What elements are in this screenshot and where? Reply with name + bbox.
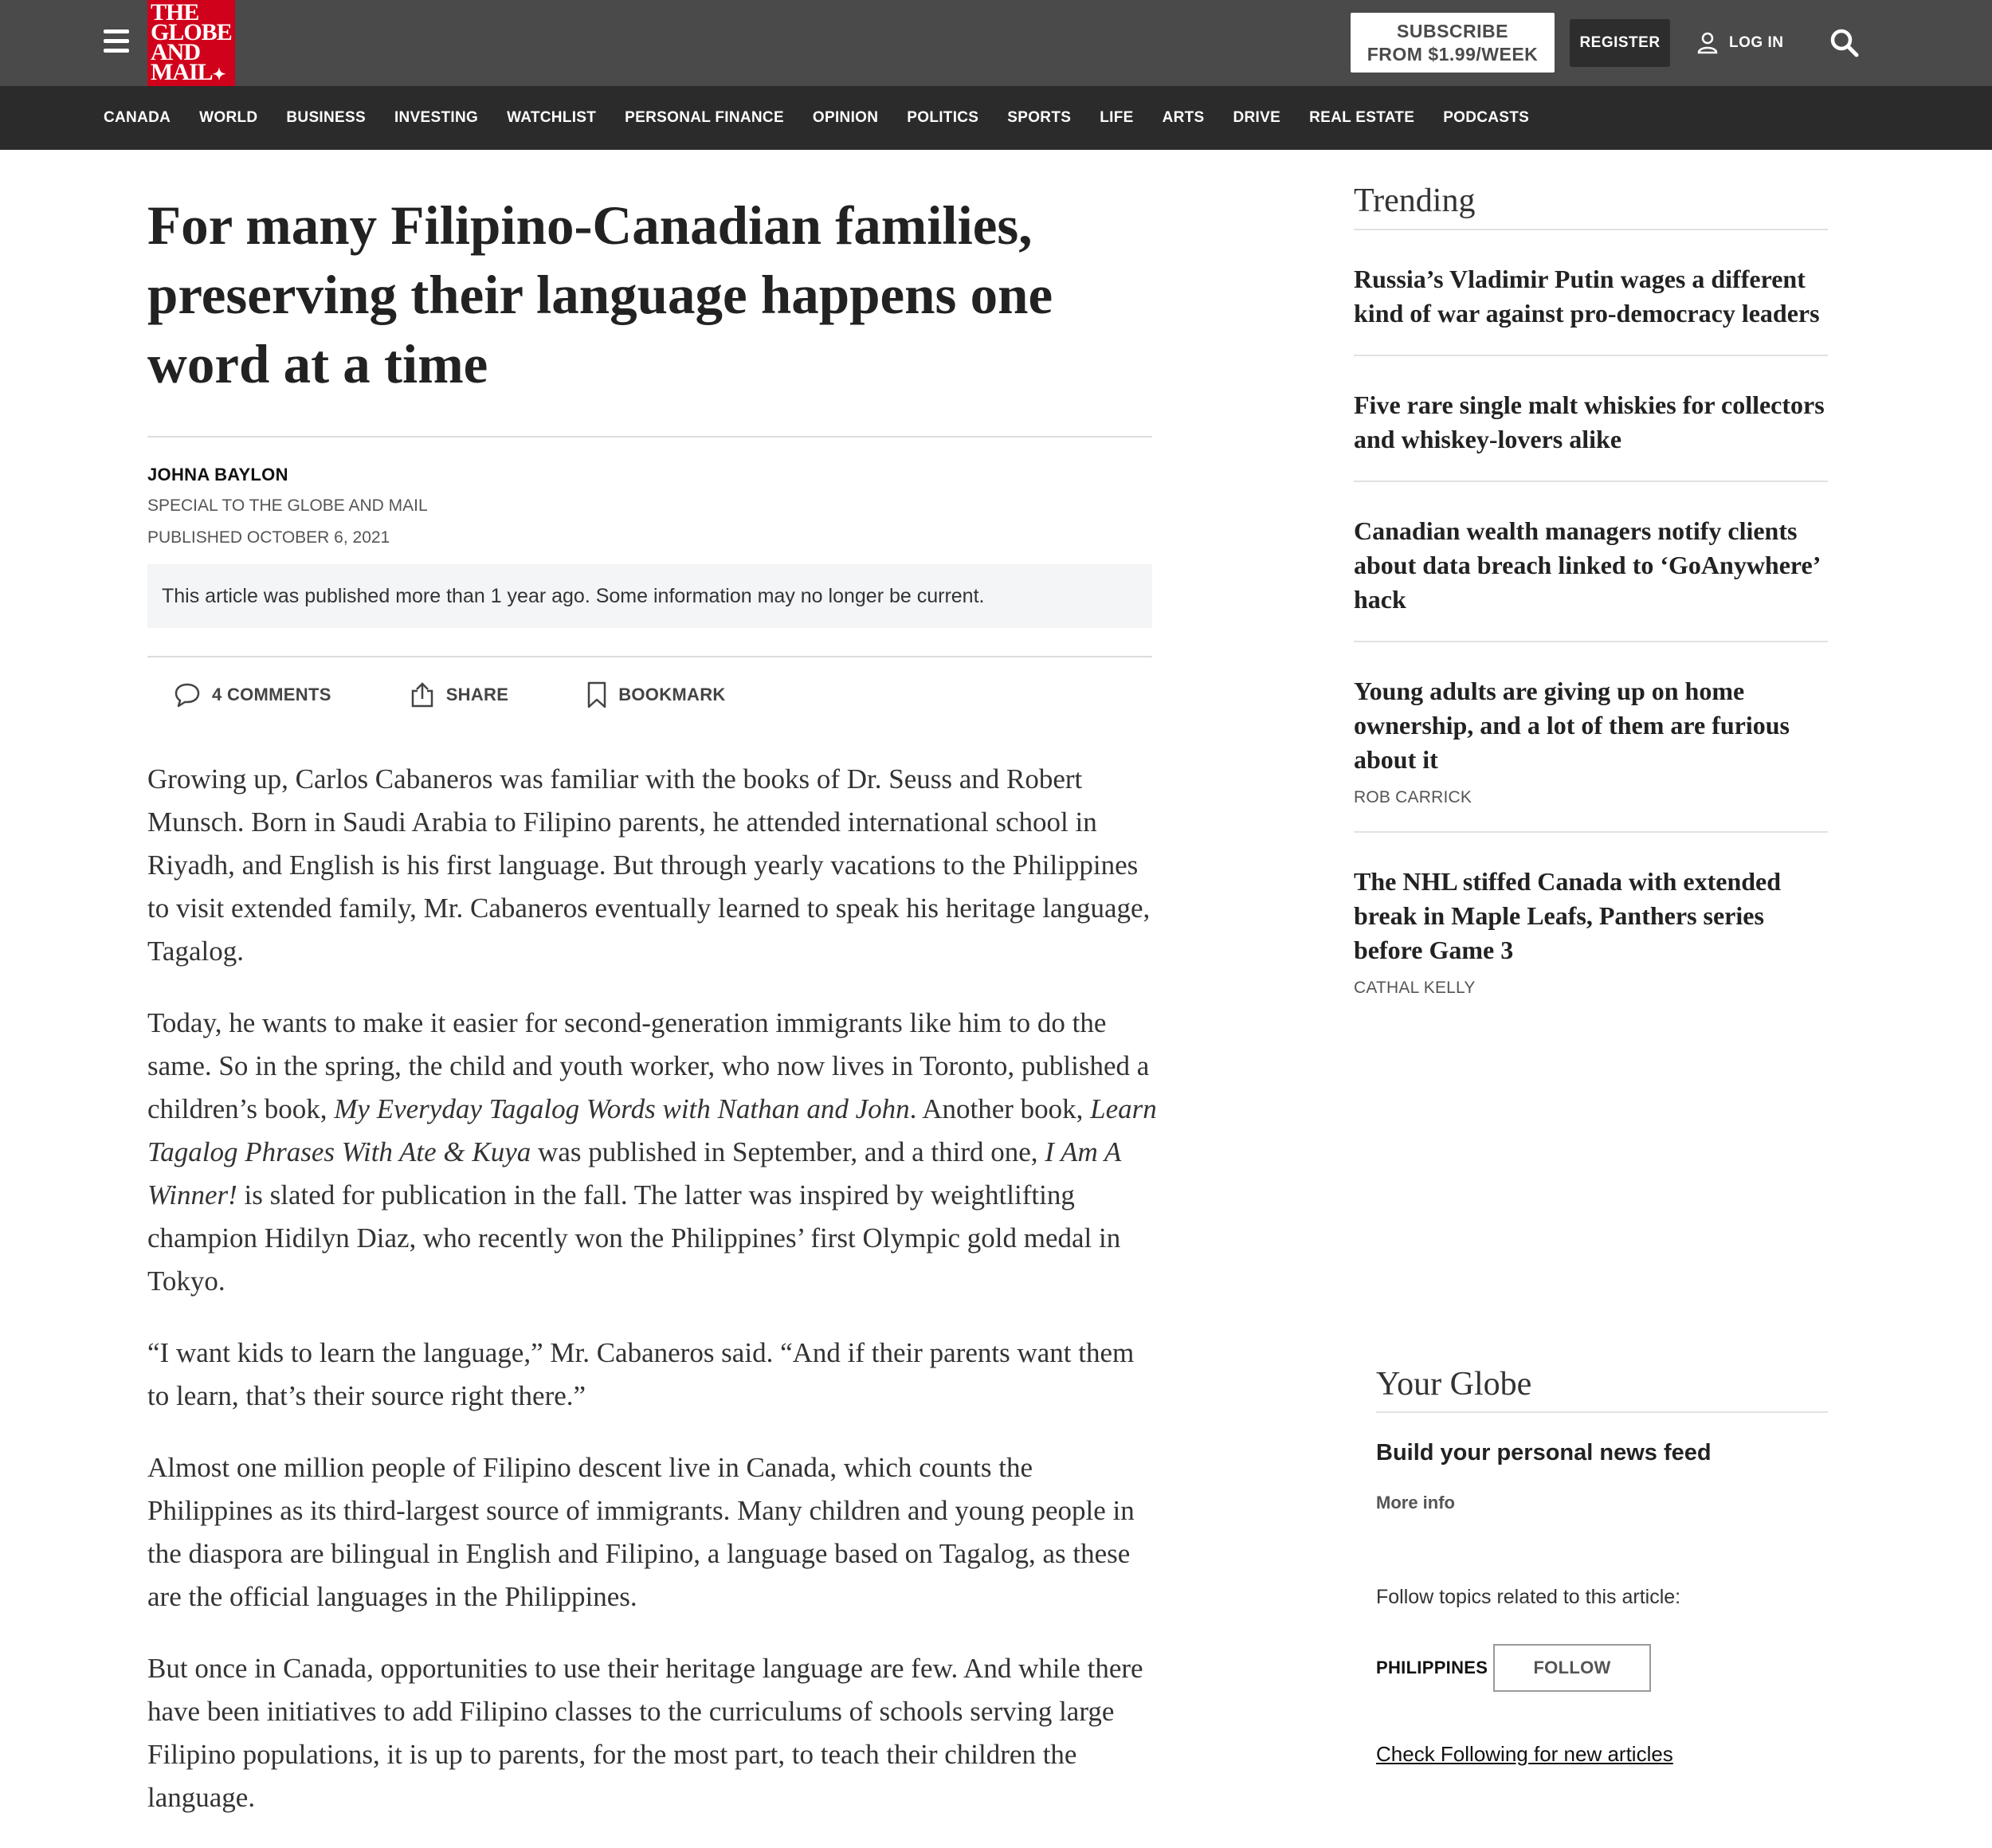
- nav-item-politics[interactable]: POLITICS: [907, 109, 979, 126]
- nav-item-watchlist[interactable]: WATCHLIST: [507, 109, 597, 126]
- menu-icon[interactable]: [104, 29, 129, 53]
- paragraph: “I want kids to learn the language,” Mr. Cabaneros said. “And if their parents want them to learn, that’s their source right there.”: [147, 1337, 1135, 1411]
- paragraph: Today, he wants to make it easier for second-generation immigrants like him to do the same. So in the spring, the child and youth worker, who now lives in Toronto, published a children’s book, My Everyday Tagalog Words with Nathan and John. Another book, Learn Tagalog Phrases With Ate & Kuya was published in September, and a third one, I Am A Winner! is slated for publication in the fall. The latter was inspired by weightlifting champion Hidilyn Diaz, who recently won the Philippines’ first Olympic gold medal in Tokyo.: [147, 1007, 1157, 1297]
- nav-item-podcasts[interactable]: PODCASTS: [1443, 109, 1530, 126]
- logo-line: THE: [151, 0, 199, 26]
- bookmark-button[interactable]: [586, 681, 725, 709]
- your-globe-heading: Your Globe: [1376, 1366, 1532, 1403]
- topic-name: PHILIPPINES: [1376, 1658, 1488, 1677]
- author-affiliation: SPECIAL TO THE GLOBE AND MAIL: [147, 496, 428, 515]
- article-actions: [174, 679, 804, 711]
- book-title: I Am A Winner!: [147, 1136, 1121, 1210]
- nav-item-world[interactable]: WORLD: [199, 109, 258, 126]
- follow-topics-label: Follow topics related to this article:: [1376, 1586, 1681, 1608]
- logo-line: AND: [151, 39, 200, 65]
- article-headline: For many Filipino-Canadian families, preserving their language happens one word at a time: [147, 195, 1053, 394]
- trending-heading: Trending: [1354, 182, 1476, 219]
- more-info-link[interactable]: More info: [1376, 1493, 1455, 1513]
- nav-item-life[interactable]: LIFE: [1100, 109, 1134, 126]
- trending-item[interactable]: [1354, 229, 1828, 355]
- section-nav: [0, 86, 1992, 150]
- nav-item-personal-finance[interactable]: PERSONAL FINANCE: [625, 109, 784, 126]
- trending-headline[interactable]: The NHL stiffed Canada with extended break in Maple Leafs, Panthers series before Game 3: [1354, 867, 1782, 964]
- follow-button[interactable]: FOLLOW: [1493, 1644, 1651, 1692]
- bookmark-icon: [586, 681, 607, 709]
- trending-headline[interactable]: Canadian wealth managers notify clients about data breach linked to ‘GoAnywhere’ hack: [1354, 516, 1820, 614]
- trending-headline[interactable]: Russia’s Vladimir Putin wages a different kind of war against pro-democracy leaders: [1354, 265, 1820, 328]
- trending-author: ROB CARRICK: [1354, 788, 1472, 806]
- nav-item-arts[interactable]: ARTS: [1162, 109, 1205, 126]
- subscribe-label: SUBSCRIBE: [1397, 21, 1508, 41]
- bookmark-label: BOOKMARK: [618, 685, 726, 704]
- share-button[interactable]: [410, 681, 509, 708]
- trending-item[interactable]: [1354, 355, 1828, 481]
- publish-date: PUBLISHED OCTOBER 6, 2021: [147, 528, 390, 547]
- divider: [147, 656, 1152, 657]
- author-name[interactable]: JOHNA BAYLON: [147, 465, 288, 485]
- trending-headline[interactable]: Five rare single malt whiskies for collectors and whiskey-lovers alike: [1354, 390, 1825, 453]
- divider: [1376, 1411, 1828, 1413]
- login-label: LOG IN: [1729, 34, 1784, 51]
- paragraph: But once in Canada, opportunities to use their heritage language are few. And while there have been initiatives to add Filipino classes to the curriculums of schools serving large Filipino populations, it is up to parents, for the most part, to teach their children the language.: [147, 1653, 1143, 1813]
- nav-item-investing[interactable]: INVESTING: [394, 109, 479, 126]
- top-bar: [0, 0, 1992, 86]
- share-icon: [410, 681, 435, 708]
- article-body: [147, 758, 1159, 1848]
- trending-author: CATHAL KELLY: [1354, 979, 1476, 997]
- nav-item-drive[interactable]: DRIVE: [1233, 109, 1281, 126]
- search-icon[interactable]: [1829, 27, 1861, 59]
- subscribe-button[interactable]: [1351, 13, 1555, 73]
- nav-item-real-estate[interactable]: REAL ESTATE: [1309, 109, 1415, 126]
- book-title: Learn Tagalog Phrases With Ate & Kuya: [147, 1093, 1157, 1167]
- comments-label: 4 COMMENTS: [212, 685, 331, 704]
- trending-item[interactable]: [1354, 831, 1828, 1022]
- trending-list: [1354, 229, 1828, 1022]
- subscribe-price: FROM $1.99/WEEK: [1367, 44, 1539, 65]
- nav-item-sports[interactable]: SPORTS: [1007, 109, 1072, 126]
- divider: [147, 436, 1152, 437]
- logo-line: GLOBE: [151, 19, 232, 45]
- nav-item-canada[interactable]: CANADA: [104, 109, 171, 126]
- maple-leaf-icon: ✦: [212, 66, 225, 84]
- share-label: SHARE: [445, 685, 509, 704]
- news-feed-label: Build your personal news feed: [1376, 1440, 1712, 1465]
- login-button[interactable]: [1697, 19, 1783, 67]
- user-icon: [1697, 32, 1718, 54]
- trending-item[interactable]: [1354, 641, 1828, 831]
- trending-item[interactable]: [1354, 481, 1828, 641]
- site-logo[interactable]: [147, 0, 235, 86]
- nav-item-business[interactable]: BUSINESS: [286, 109, 366, 126]
- trending-headline[interactable]: Young adults are giving up on home ownership, and a lot of them are furious about it: [1354, 677, 1790, 774]
- paragraph: Almost one million people of Filipino descent live in Canada, which counts the Philippines as its third-largest source of immigrants. Many children and young people in the diaspora are bilingual in English and Filipino, a language based on Tagalog, as these are the official languages in the Philippines.: [147, 1452, 1135, 1612]
- book-title: My Everyday Tagalog Words with Nathan and John: [334, 1093, 910, 1124]
- comments-button[interactable]: [174, 682, 331, 708]
- outdated-notice: This article was published more than 1 year ago. Some information may no longer be current.: [147, 564, 1152, 628]
- nav-item-opinion[interactable]: OPINION: [812, 109, 879, 126]
- check-following-link[interactable]: Check Following for new articles: [1376, 1742, 1673, 1766]
- comment-icon: [174, 682, 201, 708]
- logo-line: MAIL: [151, 59, 213, 85]
- register-button[interactable]: REGISTER: [1570, 19, 1670, 67]
- paragraph: Growing up, Carlos Cabaneros was familiar with the books of Dr. Seuss and Robert Munsch. Born in Saudi Arabia to Filipino parents, he attended international school in Riyadh, and English is his first language. But through yearly vacations to the Philippines to visit extended family, Mr. Cabaneros eventually learned to speak his heritage language, Tagalog.: [147, 763, 1151, 967]
